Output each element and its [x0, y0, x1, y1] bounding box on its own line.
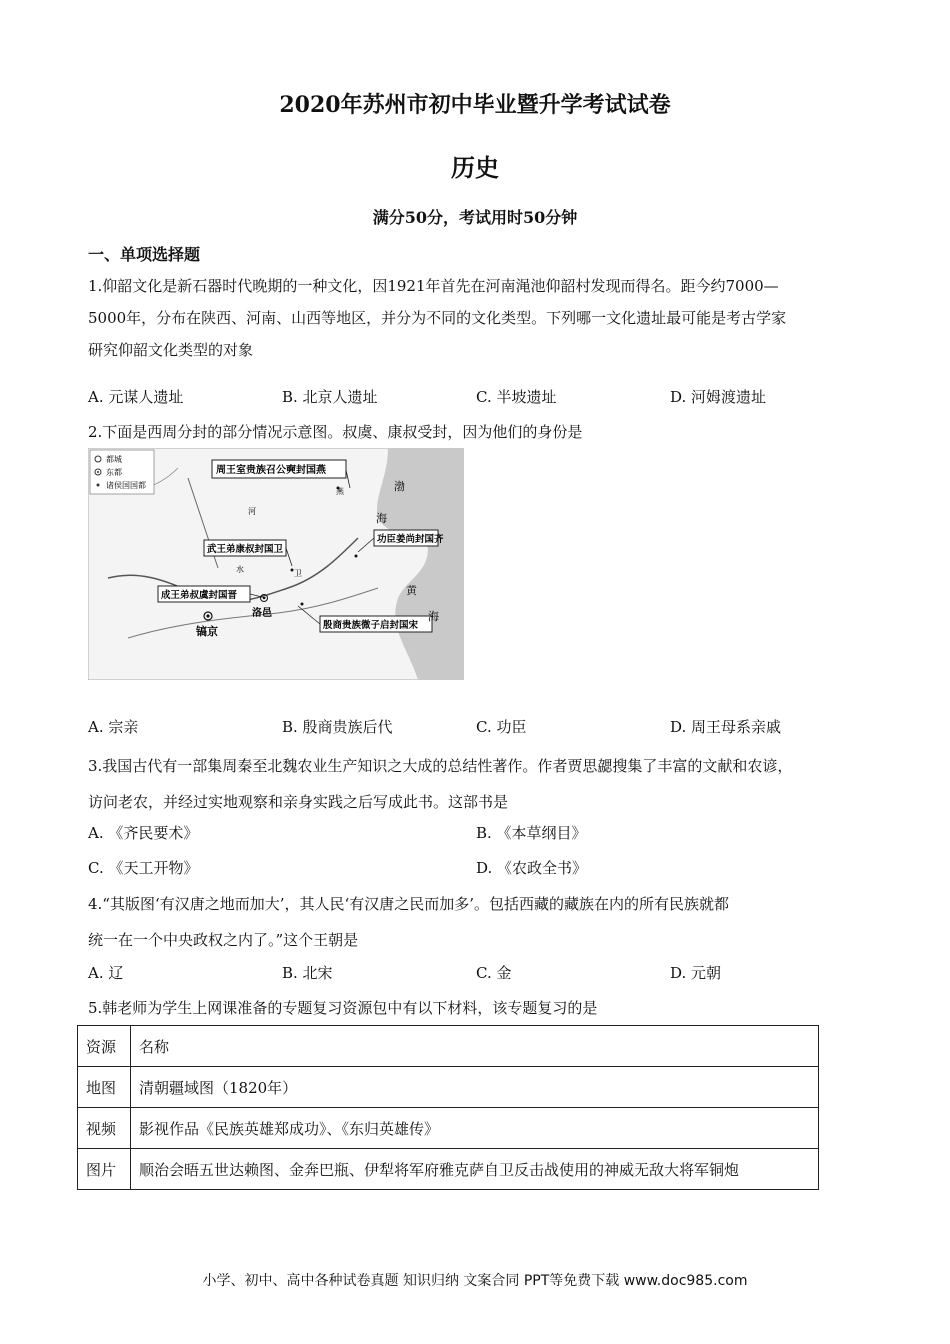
q2-option-d: D. 周王母系亲戚 [670, 718, 782, 736]
table-header-name: 名称 [131, 1026, 819, 1067]
section-heading: 一、单项选择题 [88, 245, 201, 264]
score-info: 满分50分，考试用时50分钟 [372, 208, 578, 227]
q4-option-a: A. 辽 [88, 964, 124, 982]
question-1-line2: 5000年，分布在陕西、河南、山西等地区，并分为不同的文化类型。下列哪一文化遗址最可能是考古学家 [88, 309, 787, 327]
table-cell-name: 顺治会晤五世达赖图、金奔巴瓶、伊犁将军府雅克萨自卫反击战使用的神威无敌大将军铜炮 [131, 1149, 819, 1190]
label-bo: 渤 [394, 480, 405, 493]
label-song: 殷商贵族微子启封国宋 [323, 620, 419, 631]
label-qi: 功臣姜尚封国齐 [377, 534, 444, 545]
label-shui: 水 [236, 565, 244, 574]
table-cell-name: 清朝疆域图（1820年） [131, 1067, 819, 1108]
question-1-line3: 研究仰韶文化类型的对象 [88, 341, 254, 359]
table-row [78, 1067, 819, 1108]
question-1 [88, 270, 868, 366]
question-4-line2: 统一在一个中央政权之内了。”这个王朝是 [88, 931, 359, 949]
label-jin: 成王弟叔虞封国晋 [161, 590, 238, 601]
question-4 [88, 886, 868, 958]
table-row [78, 1026, 819, 1067]
question-4-line1: 4.“其版图‘有汉唐之地而加大’，其人民‘有汉唐之民而加多’。包括西藏的藏族在内的所有民族就都 [88, 895, 730, 913]
question-5-stem: 5.韩老师为学生上网课准备的专题复习资源包中有以下材料，该专题复习的是 [88, 999, 598, 1017]
q1-option-c: C. 半坡遗址 [476, 388, 557, 406]
table-cell-type: 视频 [78, 1108, 131, 1149]
question-3-line2: 访问老农，并经过实地观察和亲身实践之后写成此书。这部书是 [88, 793, 509, 811]
q3-option-b: B. 《本草纲目》 [476, 824, 587, 842]
question-3-line1: 3.我国古代有一部集周秦至北魏农业生产知识之大成的总结性著作。作者贾思勰搜集了丰富的文献和农谚， [88, 757, 793, 775]
q3-option-d: D. 《农政全书》 [476, 859, 588, 877]
q2-option-b: B. 殷商贵族后代 [282, 718, 393, 736]
label-wei-small: 卫 [294, 569, 302, 578]
q4-option-d: D. 元朝 [670, 964, 722, 982]
label-haojing: 镐京 [196, 625, 218, 638]
western-zhou-fief-map [88, 448, 464, 680]
label-luoyi: 洛邑 [252, 608, 272, 619]
subject-title: 历史 [451, 153, 499, 182]
question-1-line1: 1.仰韶文化是新石器时代晚期的一种文化，因1921年首先在河南渑池仰韶村发现而得名。距今约7000— [88, 277, 779, 295]
exam-title: 2020年苏州市初中毕业暨升学考试试卷 [279, 92, 671, 118]
label-he: 河 [248, 507, 256, 516]
table-row [78, 1149, 819, 1190]
question-3 [88, 748, 868, 820]
table-cell-type: 地图 [78, 1067, 131, 1108]
table-row [78, 1108, 819, 1149]
q4-option-b: B. 北宋 [282, 964, 333, 982]
table-header-resource: 资源 [78, 1026, 131, 1067]
label-wei: 武王弟康叔封国卫 [207, 544, 284, 555]
label-hai-2: 海 [428, 610, 439, 623]
label-yan-small: 燕 [336, 487, 344, 496]
resource-table [77, 1025, 819, 1190]
legend-vassal-capital: 诸侯国国都 [106, 481, 146, 490]
legend-capital: 都城 [106, 455, 122, 464]
q3-option-c: C. 《天工开物》 [88, 859, 199, 877]
legend-east-capital: 东都 [106, 468, 122, 477]
q2-option-a: A. 宗亲 [88, 718, 139, 736]
table-cell-type: 图片 [78, 1149, 131, 1190]
question-2-stem: 2.下面是西周分封的部分情况示意图。叔虞、康叔受封，因为他们的身份是 [88, 423, 583, 441]
q1-option-d: D. 河姆渡遗址 [670, 388, 767, 406]
page-footer: 小学、初中、高中各种试卷真题 知识归纳 文案合同 PPT等免费下载 www.doc985.com [202, 1273, 748, 1289]
q4-option-c: C. 金 [476, 964, 512, 982]
q1-option-a: A. 元谋人遗址 [88, 388, 184, 406]
label-hai-1: 海 [376, 512, 387, 525]
q1-option-b: B. 北京人遗址 [282, 388, 378, 406]
table-cell-name: 影视作品《民族英雄郑成功》、《东归英雄传》 [131, 1108, 819, 1149]
label-yan: 周王室贵族召公奭封国燕 [216, 465, 326, 476]
q2-option-c: C. 功臣 [476, 718, 527, 736]
q3-option-a: A. 《齐民要术》 [88, 824, 199, 842]
label-huang: 黄 [406, 584, 417, 597]
